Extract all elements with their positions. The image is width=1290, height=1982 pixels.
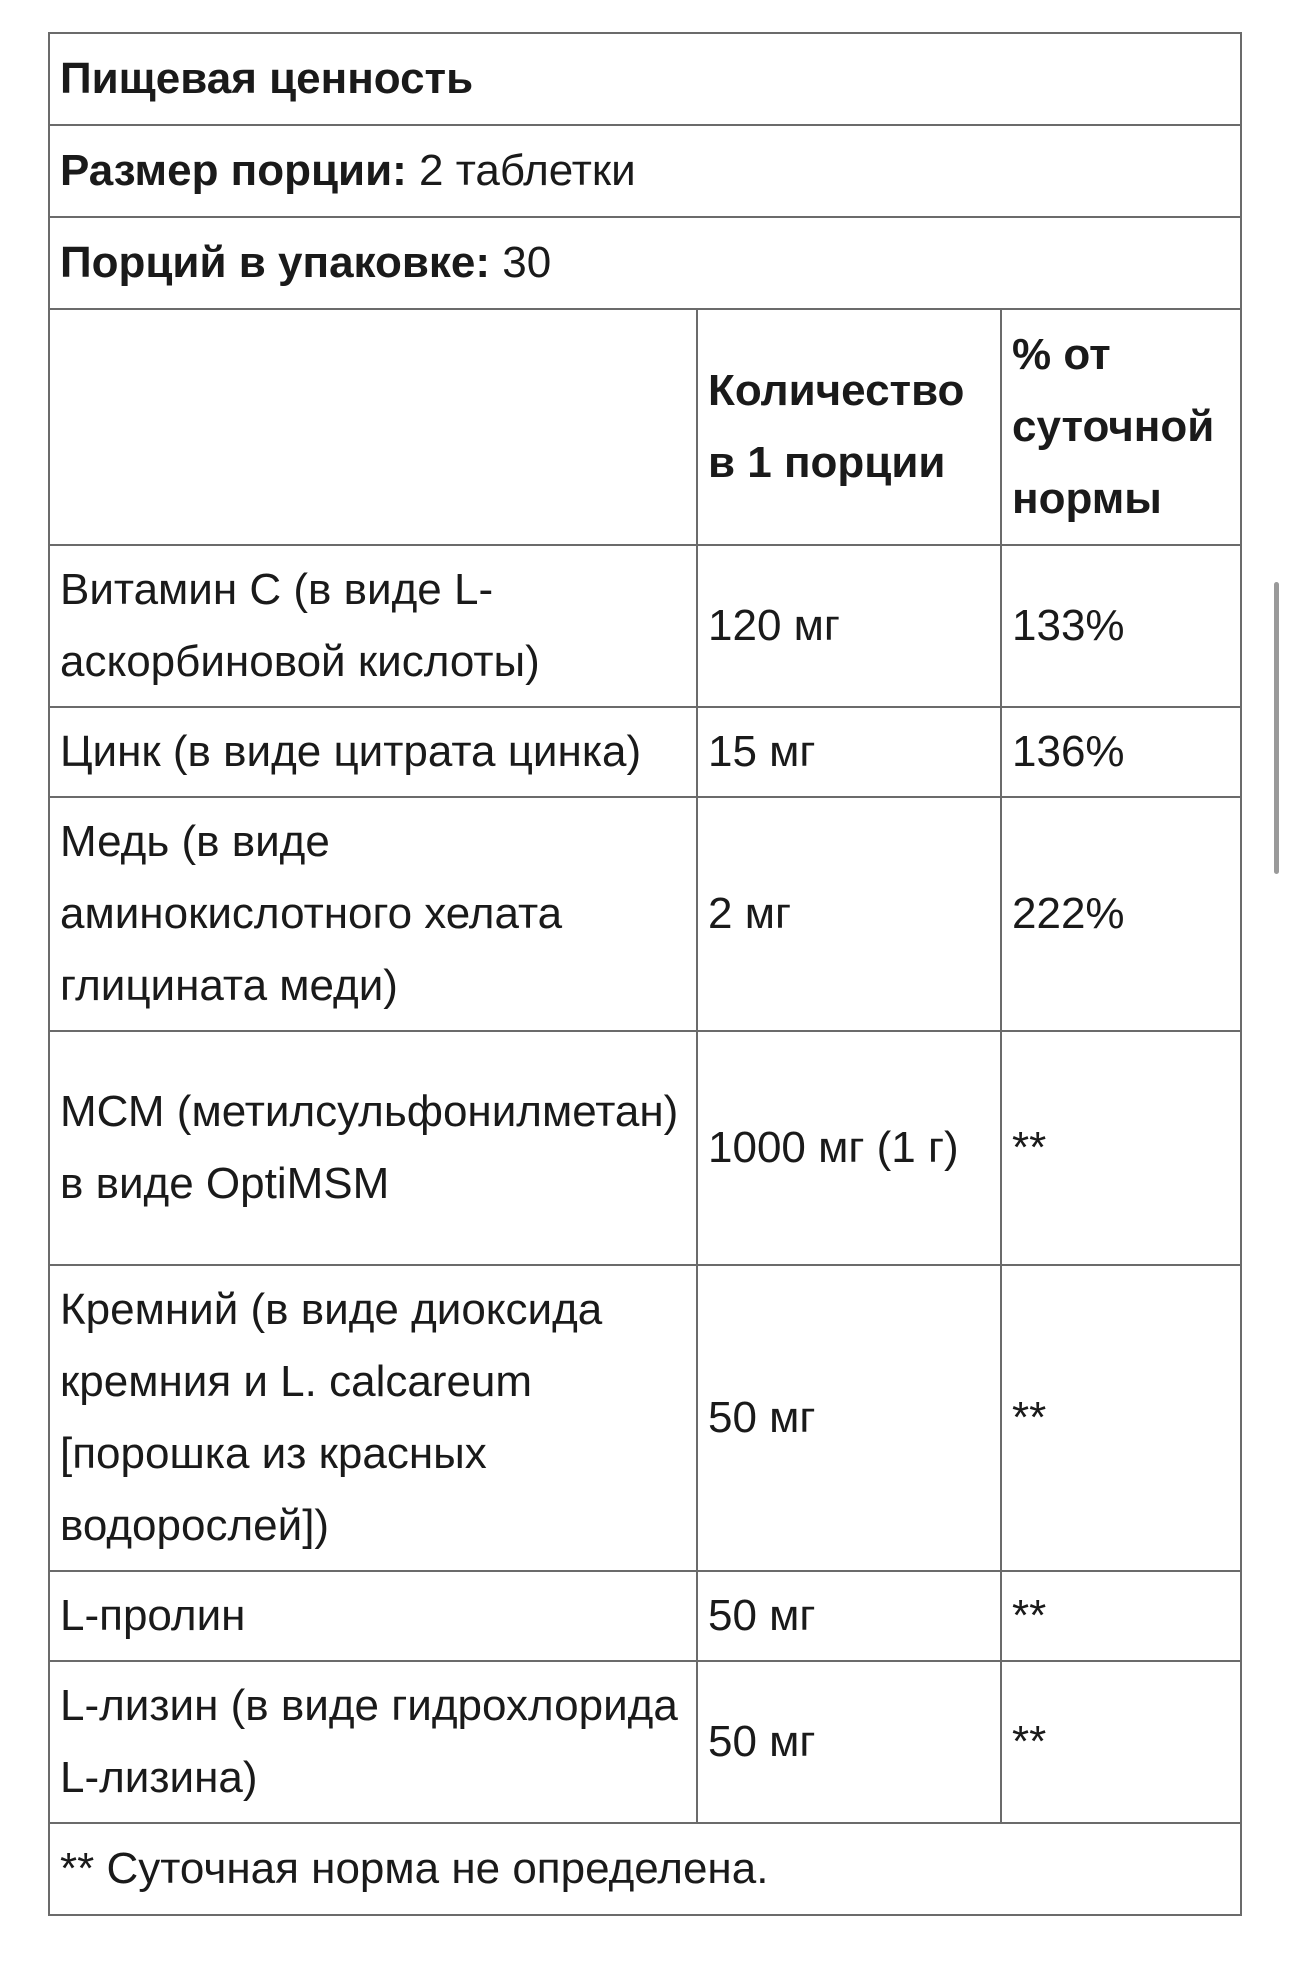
serving-size-label: Размер порции: [60, 146, 407, 195]
table-row [49, 1031, 1241, 1265]
nutrient-daily-value: ** [1001, 1571, 1241, 1661]
servings-label: Порций в упаковке: [60, 238, 491, 287]
servings-per-container [49, 217, 1241, 309]
table-row [49, 1661, 1241, 1823]
nutrient-name: L-пролин [49, 1571, 697, 1661]
nutrition-facts-table [48, 32, 1242, 1916]
table-row [49, 797, 1241, 1031]
nutrient-daily-value: 222% [1001, 797, 1241, 1031]
serving-size [49, 125, 1241, 217]
column-header-daily-value: % от суточной нормы [1001, 309, 1241, 545]
nutrient-daily-value: ** [1001, 1661, 1241, 1823]
nutrient-amount: 120 мг [697, 545, 1001, 707]
nutrient-daily-value: 133% [1001, 545, 1241, 707]
serving-size-value: 2 таблетки [406, 146, 636, 195]
column-header-name [49, 309, 697, 545]
nutrient-amount: 50 мг [697, 1265, 1001, 1571]
nutrient-daily-value: ** [1001, 1031, 1241, 1265]
nutrient-rows [49, 545, 1241, 1823]
footnote: ** Суточная норма не определена. [49, 1823, 1241, 1915]
scrollbar[interactable] [1274, 582, 1279, 874]
nutrient-amount: 1000 мг (1 г) [697, 1031, 1001, 1265]
nutrient-amount: 2 мг [697, 797, 1001, 1031]
nutrient-name: Медь (в виде аминокислотного хелата глицината меди) [49, 797, 697, 1031]
nutrient-amount: 50 мг [697, 1661, 1001, 1823]
table-title: Пищевая ценность [49, 33, 1241, 125]
nutrient-daily-value: ** [1001, 1265, 1241, 1571]
nutrient-amount: 15 мг [697, 707, 1001, 797]
nutrient-name: МСМ (метилсульфонилметан) в виде OptiMSM [49, 1031, 697, 1265]
nutrient-daily-value: 136% [1001, 707, 1241, 797]
nutrient-amount: 50 мг [697, 1571, 1001, 1661]
table-row [49, 545, 1241, 707]
nutrient-name: Витамин С (в виде L-аскорбиновой кислоты) [49, 545, 697, 707]
table-row [49, 1571, 1241, 1661]
nutrient-name: Цинк (в виде цитрата цинка) [49, 707, 697, 797]
table-row [49, 707, 1241, 797]
nutrient-name: Кремний (в виде диоксида кремния и L. calcareum [порошка из красных водорослей]) [49, 1265, 697, 1571]
nutrient-name: L-лизин (в виде гидрохлорида L-лизина) [49, 1661, 697, 1823]
column-header-amount: Количество в 1 порции [697, 309, 1001, 545]
servings-value: 30 [490, 238, 552, 287]
table-row [49, 1265, 1241, 1571]
